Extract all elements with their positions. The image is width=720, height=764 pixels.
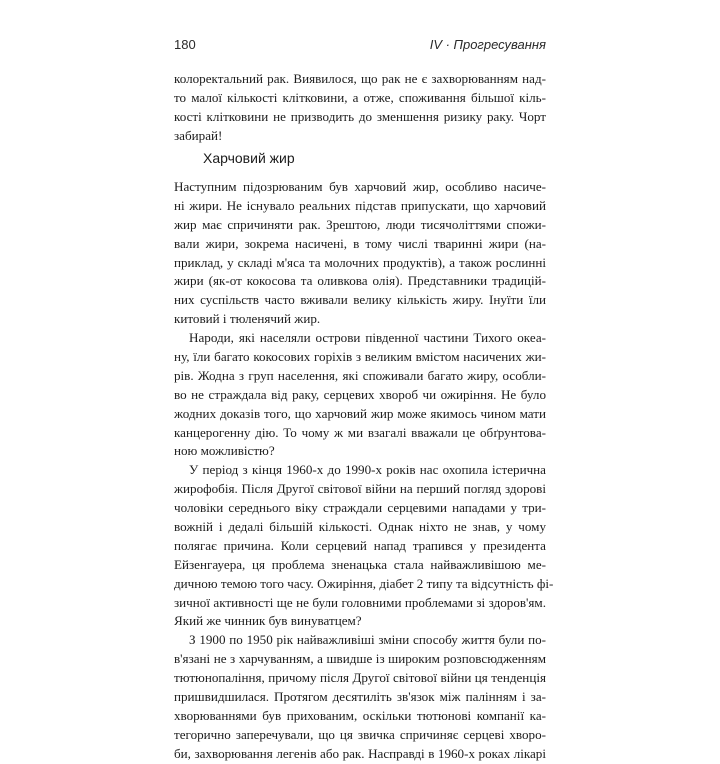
text-line: во не страждала від раку, серцевих хвороб чи ожиріння. Не було [174, 386, 546, 402]
text-line: полягає причина. Коли серцевий напад трапився у президента [174, 537, 546, 553]
running-header [174, 37, 546, 52]
text-line: жирофобія. Після Другої світової війни на перший погляд здорові [174, 481, 546, 497]
text-line: Наступним підозрюваним був харчовий жир, особливо насиче- [174, 179, 546, 194]
text-line: вали жири, зокрема насичені, в тому числі тваринні жири (на- [174, 235, 546, 251]
text-line: Ейзенгауера, ця проблема зненацька стала найважливішою ме- [174, 556, 546, 572]
text-line: забирай! [174, 127, 223, 143]
section-title: IV · Прогресування [429, 37, 546, 52]
text-line: зичної активності ще не були головними проблемами зі здоров'ям. [174, 594, 546, 610]
text-line: дичною темою того часу. Ожиріння, діабет 2 типу та відсутність фі- [174, 575, 554, 591]
text-line: хворюваннями був прихованим, оскільки тютюнові компанії ка- [174, 707, 546, 723]
text-line: вожній і дедалі більшій кількості. Однак ніхто не знав, у чому [174, 519, 546, 535]
text-line: ні жири. Не існувало реальних підстав припускати, що харчовий [174, 197, 546, 213]
text-line: канцерогенну дію. То чому ж ми взагалі вважали це обґрунтова- [174, 424, 546, 440]
page-number: 180 [174, 37, 196, 52]
text-line: то малої кількості клітковини, а отже, споживання більшої кіль- [174, 89, 546, 105]
text-line: ною можливістю? [174, 443, 275, 459]
section-heading: Харчовий жир [203, 150, 295, 166]
text-line: тегорично заперечували, що ця звичка спричиняє серцеві хворо- [174, 726, 546, 742]
text-line: жири (як-от кокосова та оливкова олія). Представники традицій- [174, 273, 546, 289]
text-line: тютюнопаління, причому після Другої світової війни ця тенденція [174, 670, 546, 686]
text-line: пришвидшилася. Протягом десятиліть зв'язок між палінням і за- [174, 689, 546, 705]
text-line: кості клітковини не призводить до зменшення ризику раку. Чорт [174, 108, 546, 124]
text-line: китовий і тюленячий жир. [174, 311, 321, 327]
text-line: жодних доказів того, що харчовий жир може якимось чином мати [174, 405, 546, 421]
text-line: чоловіки середнього віку страждали серцевими нападами у три- [174, 500, 546, 516]
text-line: би, захворювання легенів або рак. Насправді в 1960-х роках лікарі [174, 745, 546, 761]
text-line: приклад, у складі м'яса та молочних продуктів), а також рослинні [174, 254, 546, 270]
text-line: У період з кінця 1960-х до 1990-х років нас охопила істерична [189, 462, 546, 478]
text-line: них суспільств часто вживали велику кількість жиру. Інуїти їли [174, 292, 546, 308]
text-line: ну, їли багато кокосових горіхів з великим вмістом насичених жи- [174, 349, 546, 365]
text-line: жир має спричиняти рак. Зрештою, люди тисячоліттями спожи- [174, 216, 546, 232]
body-text [174, 178, 554, 764]
text-line: Народи, які населяли острови південної частини Тихого океа- [189, 330, 546, 346]
text-line: З 1900 по 1950 рік найважливіші зміни способу життя були по- [189, 632, 546, 648]
intro-paragraph [174, 70, 546, 146]
text-line: Який же чинник був винуватцем? [174, 613, 362, 629]
text-line: в'язані не з харчуванням, а швидше із широким розповсюдженням [174, 651, 546, 667]
text-line: рів. Жодна з груп населення, які споживали багато жиру, особли- [174, 367, 546, 383]
text-line: колоректальний рак. Виявилося, що рак не є захворюванням над- [174, 71, 546, 86]
